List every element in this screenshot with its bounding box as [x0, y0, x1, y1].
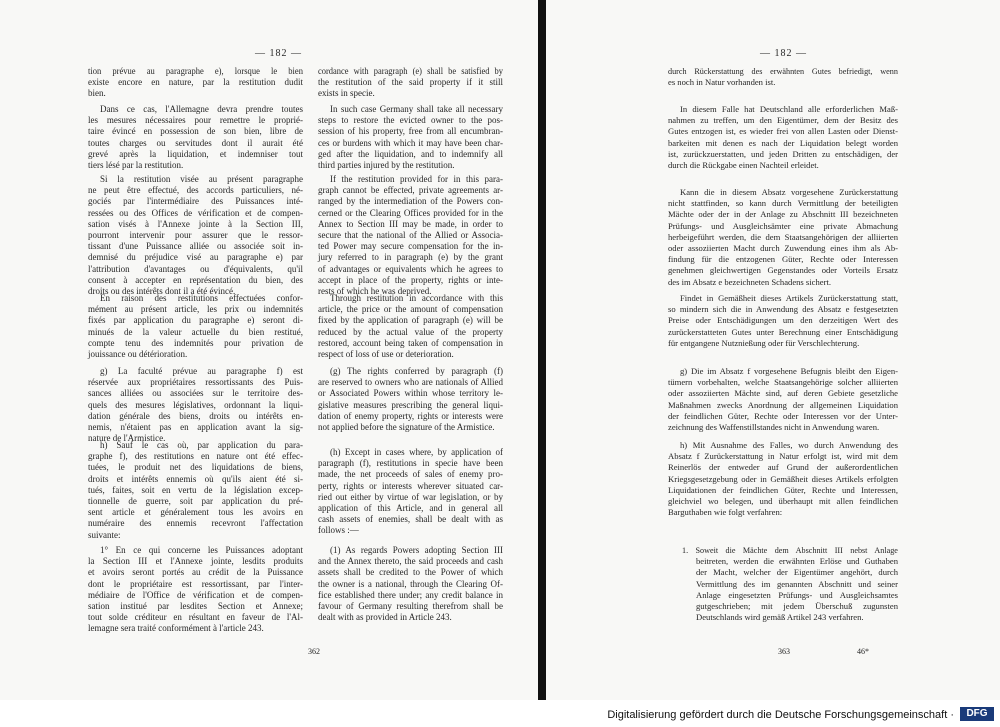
french-paragraph [88, 440, 303, 541]
text-line: tion prévue au paragraphe e), lorsque le bien [88, 66, 303, 76]
text-line: cash assets of enemies, shall be dealt with as [318, 514, 503, 525]
text-line: Preise oder Entschädigungen um den derzeitigen Wert des [668, 315, 898, 326]
text-line: quels des mesures législatives, ordonnant la liqui- [88, 399, 303, 410]
text-line: oder assoziierten Macht durch Zuwendung eines ihm als Ab- [668, 243, 898, 254]
text-line: gislative measures prescribing the general liqui- [318, 399, 503, 410]
text-line: rests of which he was deprived. [318, 286, 432, 297]
funding-credit: Digitalisierung gefördert durch die Deutsche Forschungsgemeinschaft · [607, 709, 954, 721]
text-line: not applied before the signature of the Armistice. [318, 422, 495, 433]
german-paragraph [668, 293, 898, 349]
text-line: tiers lésé par la restitution. [88, 160, 184, 171]
text-line: nahmen zu treffen, um den Eigentümer, dem der Besitz des [668, 115, 898, 126]
text-line: für entgangene Nutznießung oder für Verschlechterung. [668, 337, 860, 348]
text-line: l'attribution d'avantages ou d'équivalents, qu'il [88, 263, 303, 274]
text-line: the restitution of the said property if it still [318, 77, 503, 88]
text-line: (1) As regards Powers adopting Section III [330, 545, 503, 555]
page-number: 363 [778, 647, 790, 656]
text-line: toutes charges ou servitudes dont il aurait été [88, 137, 303, 148]
text-line: la Section III et l'Annexe jointe, lesdits produits [88, 556, 303, 567]
german-paragraph [668, 440, 898, 518]
text-line: Findet in Gemäßheit dieses Artikels Zurückerstattung statt, [680, 293, 898, 303]
text-line: bien. [88, 88, 106, 99]
text-line: or Associated Powers within whose territory le- [318, 388, 503, 399]
text-line: nicht stattfinden, so kann durch Vermittlung der beteiligten [668, 198, 898, 209]
text-line: zurückerstatteten Gutes unter Berechnung einer Entschädigung [668, 326, 898, 337]
text-line: h) Sauf le cas où, par application du para- [100, 440, 303, 450]
text-line: sation institué par lesdites Section et Annexe; [88, 601, 303, 612]
text-line: der Macht, welcher der Eigentümer angehört, durch [696, 567, 898, 578]
text-line: Liquidationen der feindlichen Güter, Rechte und Interessen, [668, 484, 898, 495]
text-line: gutgeschrieben; mit jedem Überschuß zugunsten [696, 601, 898, 612]
french-paragraph [88, 545, 303, 635]
text-line: graphe f), des restitutions en nature ont été effec- [88, 451, 303, 462]
text-line: droits ou des intérêts dont il a été évincé. [88, 286, 236, 297]
text-line: (g) The rights conferred by paragraph (f) [330, 366, 503, 376]
text-line: dation générale des biens, droits ou intérêts en- [88, 410, 303, 421]
german-paragraph [668, 366, 898, 433]
text-line: graph cannot be effected, private agreements ar- [318, 185, 503, 196]
text-line: nature de l'Armistice. [88, 433, 166, 444]
text-line: des im Absatz e bezeichneten Schadens sichert. [668, 276, 831, 287]
french-paragraph [88, 104, 303, 171]
text-line: zeichnung des Waffenstillstandes nicht in Anwendung waren. [668, 422, 880, 433]
text-line: favour of Germany resulting therefrom shall be [318, 601, 503, 612]
text-line: follows :— [318, 525, 359, 536]
text-line: dealt with as provided in Article 243. [318, 612, 452, 623]
text-line: numéraire des ennemis recevront l'affectation [88, 518, 303, 529]
text-line: consent à accepter en représentation du bien, des [88, 274, 303, 285]
text-line: made, the net proceeds of sales of enemy pro- [318, 469, 503, 480]
page-header: — 182 — [255, 48, 302, 59]
text-line: application of this Article, and in general all [318, 503, 503, 514]
text-line: steps to restore the evicted owner to the pos- [318, 115, 503, 126]
page-header: — 182 — [760, 48, 807, 59]
text-line: ried out either by virtue of war legislation, or by [318, 491, 503, 502]
text-line: Annex to Section III may be made, in order to [318, 218, 503, 229]
text-line: Through restitution in accordance with this [330, 293, 503, 303]
french-paragraph [88, 66, 303, 100]
text-line: findung für die entzogenen Güter, Rechte oder Interessen [668, 254, 898, 265]
text-line: sation visés à l'Annexe jointe à la Section III, [88, 218, 303, 229]
text-line: article, the price or the amount of compensation [318, 304, 503, 315]
text-line: sent article et généralement tous les avoirs en [88, 507, 303, 518]
text-line: der feindlichen Güter, Rechte oder Interessen vor der Unter- [668, 410, 898, 421]
english-paragraph [318, 447, 503, 537]
text-line: g) La faculté prévue au paragraphe f) est [100, 366, 303, 376]
text-line: dont le propriétaire est ressortissant, par l'inter- [88, 578, 303, 589]
page-number: 362 [308, 647, 320, 656]
text-line: réservée aux propriétaires ressortissants des Puis- [88, 377, 303, 388]
dfg-logo: DFG [960, 707, 994, 721]
text-line: sances alliées ou associées sur le territoire des- [88, 388, 303, 399]
text-line: oder assoziierten Mächte sind, auf deren Gebiete gesetzliche [668, 388, 898, 399]
text-line: nemis, n'étaient pas en application avant la sig- [88, 422, 303, 433]
text-line: jouissance ou détérioration. [88, 349, 188, 360]
text-line: gleichviel wo belegen, und überhaupt mit allen feindlichen [668, 496, 898, 507]
text-line: paragraph (f), restitutions in specie have been [318, 458, 503, 469]
english-paragraph [318, 545, 503, 623]
text-line: In diesem Falle hat Deutschland alle erforderlichen Maß- [680, 104, 898, 114]
text-line: En raison des restitutions effectuées confor- [100, 293, 303, 303]
text-line: tümern vorbehalten, welche Staatsangehörige solcher alliierten [668, 377, 898, 388]
text-line: third parties injured by the restitution. [318, 160, 455, 171]
text-line: so mindern sich die in Anwendung des Absatz e festgesetzten [668, 304, 898, 315]
text-line: tissant d'une Puissance alliée ou associée soit in- [88, 241, 303, 252]
text-line: Gutes entzogen ist, es wieder frei von allen Lasten oder Dienst- [668, 126, 898, 137]
text-line: herbeigeführt werden, die dem Staatsangehörigen der alliierten [668, 231, 898, 242]
text-line: jury referred to in paragraph (e) by the grant [318, 252, 503, 263]
english-paragraph [318, 104, 503, 171]
text-line: Kriegsgesetzgebung oder in Gemäßheit dieses Artikels erfolgten [668, 473, 898, 484]
text-line: Anlage eingesetzten Prüfungs- und Ausgleichsamtes [696, 589, 898, 600]
text-line: Dans ce cas, l'Allemagne devra prendre toutes [100, 104, 303, 114]
text-line: assets shall be credited to the Power of which [318, 567, 503, 578]
text-line: Prüfungs- und Ausgleichsämter eine private Abmachung [668, 220, 898, 231]
text-line: Reinerlös der entweder auf Grund der außerordentlichen [668, 462, 898, 473]
text-line: the owner is a national, through the Clearing Of- [318, 578, 503, 589]
text-line: ne peut être effectué, des accords particuliers, né- [88, 185, 303, 196]
book-spine [538, 0, 546, 700]
english-paragraph [318, 174, 503, 297]
text-line: tuées, le produit net des liquidations de biens, [88, 462, 303, 473]
german-paragraph [668, 104, 898, 171]
text-line: tués, faites, soit en vertu de la législation excep- [88, 484, 303, 495]
text-line: If the restitution provided for in this para- [330, 174, 503, 184]
english-paragraph [318, 293, 503, 360]
english-paragraph [318, 66, 503, 100]
text-line: Vermittlung des im genannten Abschnitt und seiner [696, 578, 898, 589]
text-line: lemagne sera traité conformément à l'article 243. [88, 623, 264, 634]
text-line: demnisé du préjudice visé au paragraphe e) par [88, 252, 303, 263]
text-line: fixés par application du paragraphe e) seront di- [88, 315, 303, 326]
german-paragraph [668, 66, 898, 88]
text-line: tionnelle de guerre, soit par application du pré- [88, 496, 303, 507]
french-paragraph [88, 174, 303, 297]
text-line: (h) Except in cases where, by application of [330, 447, 503, 457]
text-line: et avoirs seront portés au crédit de la Puissance [88, 567, 303, 578]
text-line: ces or burdens with which it may have been char- [318, 137, 503, 148]
text-line: taire évincé en possession de son bien, libre de [88, 126, 303, 137]
english-paragraph [318, 366, 503, 433]
text-line: durch die Rückgabe einen Nachteil erleidet. [668, 160, 819, 171]
text-line: tout solde créditeur en résultant en faveur de l'Al- [88, 612, 303, 623]
text-line: Si la restitution visée au présent paragraphe [100, 174, 303, 184]
french-paragraph [88, 366, 303, 444]
german-paragraph [668, 187, 898, 288]
text-line: durch Rückerstattung des erwähnten Gutes befriedigt, wenn [668, 66, 898, 76]
text-line: barkeiten mit denen es nach der Liquidation belegt worden [668, 137, 898, 148]
text-line: restored, account being taken of compensation in [318, 337, 503, 348]
text-line: minués de la valeur actuelle du bien restitué, [88, 326, 303, 337]
text-line: fice established there under; any credit balance in [318, 589, 503, 600]
french-paragraph [88, 293, 303, 360]
text-line: ged after the liquidation, and to indemnify all [318, 148, 503, 159]
text-line: ranged by the intermediation of the Powers con- [318, 196, 503, 207]
text-line: and the Annex thereto, the said proceeds and cash [318, 556, 503, 567]
text-line: Barguthaben wie folgt verfahren: [668, 507, 783, 518]
text-line: dation of enemy property, rights or interests were [318, 410, 503, 421]
text-line: mément au présent article, les prix ou indemnités [88, 304, 303, 315]
text-line: Absatz f Zurückerstattung in Natur erfolgt ist, wird mit dem [668, 451, 898, 462]
text-line: gociés par l'intermédiaire des Puissances inté- [88, 196, 303, 207]
text-line: ist, zurückzuerstatten, und jeden Dritten zu entschädigen, der [668, 148, 898, 159]
text-line: ted Power may secure compensation for the in- [318, 241, 503, 252]
text-line: Maßnahmen zwecks Anordnung der allgemeinen Liquidation [668, 399, 898, 410]
text-line: In such case Germany shall take all necessary [330, 104, 503, 114]
text-line: existe encore en nature, par la restitution dudit [88, 77, 303, 88]
text-line: g) Die im Absatz f vorgesehene Befugnis bleibt den Eigen- [680, 366, 898, 376]
text-line: exists in specie. [318, 88, 375, 99]
text-line: 1° En ce qui concerne les Puissances adoptant [100, 545, 303, 555]
text-line: cordance with paragraph (e) shall be satisfied by [318, 66, 503, 76]
text-line: Deutschlands wird gemäß Artikel 243 verfahren. [696, 612, 864, 623]
text-line: reduced by the actual value of the property [318, 326, 503, 337]
text-line: compte tenu des indemnités pour privation de [88, 337, 303, 348]
text-line: genehmen gleichwertigen Gegenstandes oder Vorteils Ersatz [668, 265, 898, 276]
text-line: beitreten, werden die erwähnten Erlöse und Guthaben [696, 556, 898, 567]
text-line: of advantages or equivalents which he agrees to [318, 263, 503, 274]
text-line: fixed by the application of paragraph (e) will be [318, 315, 503, 326]
text-line: accept in place of the property, rights or inte- [318, 274, 503, 285]
text-line: droits et intérêts ennemis où qu'ils aient été si- [88, 473, 303, 484]
text-line: session of his property, free from all encumbran- [318, 126, 503, 137]
text-line: respect of loss of use or deterioration. [318, 349, 454, 360]
text-line: es noch in Natur vorhanden ist. [668, 77, 776, 88]
text-line: médiaire de l'Office de vérification et de compen- [88, 589, 303, 600]
text-line: Mächte oder der in der Anlage zu Abschnitt III bezeichneten [668, 209, 898, 220]
text-line: perty, rights or interests wherever situated car- [318, 480, 503, 491]
text-line: pourront intervenir pour assurer que le ressor- [88, 230, 303, 241]
text-line: ressées ou des Offices de vérification et de compen- [88, 207, 303, 218]
sheet-mark: 46* [857, 647, 869, 656]
text-line: are reserved to owners who are nationals of Allied [318, 377, 503, 388]
text-line: grevé après la liquidation, et indemniser tout [88, 148, 303, 159]
text-line: 1. Soweit die Mächte dem Abschnitt III nebst Anlage [682, 545, 898, 555]
text-line: Kann die in diesem Absatz vorgesehene Zurückerstattung [680, 187, 898, 197]
text-line: h) Mit Ausnahme des Falles, wo durch Anwendung des [680, 440, 898, 450]
footer [0, 700, 1000, 727]
text-line: cerned or the Clearing Offices provided for in the [318, 207, 503, 218]
text-line: secure that the national of the Allied or Associa- [318, 230, 503, 241]
text-line: les mesures nécessaires pour remettre le proprié- [88, 115, 303, 126]
german-paragraph [682, 545, 898, 623]
text-line: suivante: [88, 529, 121, 540]
